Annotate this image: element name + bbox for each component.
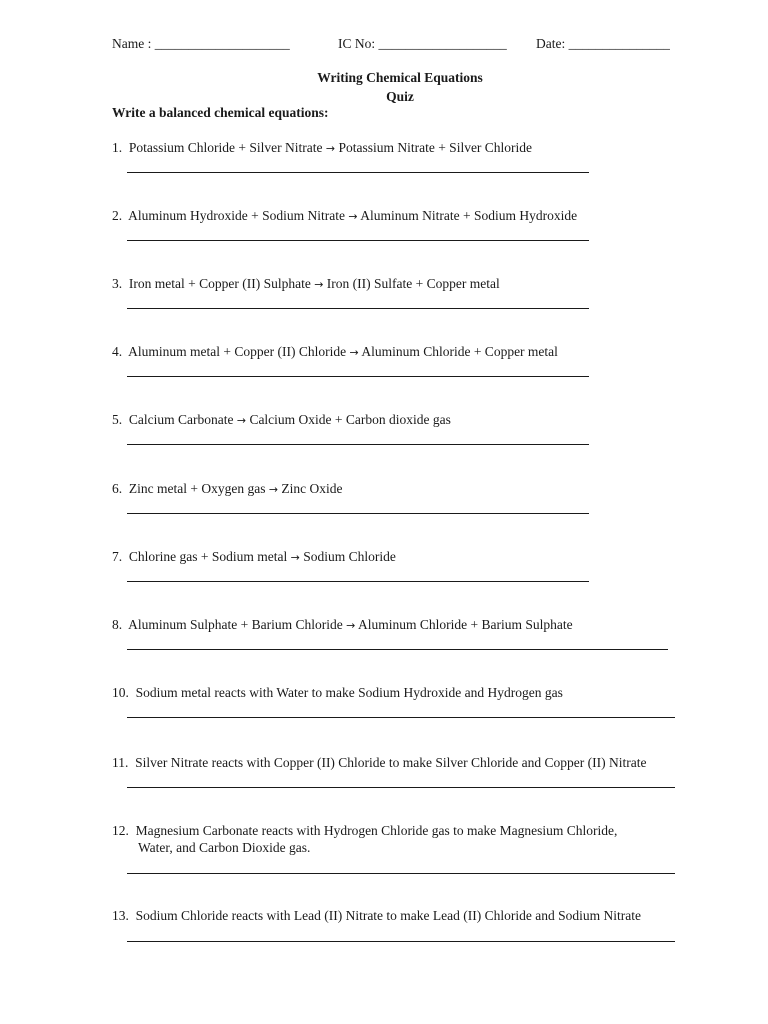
question-12-continued: Water, and Carbon Dioxide gas. bbox=[138, 840, 311, 855]
date-field[interactable] bbox=[536, 36, 670, 52]
question-number: 2. bbox=[112, 208, 123, 223]
arrow-icon: → bbox=[236, 414, 247, 427]
question-number: 11. bbox=[112, 755, 129, 770]
arrow-icon: → bbox=[325, 142, 336, 155]
arrow-icon: → bbox=[314, 278, 324, 291]
products: Sodium Chloride bbox=[303, 549, 396, 564]
date-blank[interactable]: _______________ bbox=[568, 36, 670, 51]
question-number: 10. bbox=[112, 685, 129, 700]
question-4 bbox=[112, 344, 558, 360]
question-text: Sodium metal reacts with Water to make Sodium Hydroxide and Hydrogen gas bbox=[135, 685, 563, 700]
question-number: 6. bbox=[112, 481, 123, 496]
products: Aluminum Chloride + Barium Sulphate bbox=[357, 617, 573, 632]
answer-line-8[interactable] bbox=[127, 649, 668, 650]
date-label: Date: bbox=[536, 36, 566, 51]
question-text: Silver Nitrate reacts with Copper (II) Chloride to make Silver Chloride and Copper (II) Nitrate bbox=[135, 755, 647, 770]
reactants: Aluminum metal + Copper (II) Chloride bbox=[128, 344, 347, 359]
question-6 bbox=[112, 481, 343, 497]
answer-line-12[interactable] bbox=[127, 873, 675, 874]
question-number: 13. bbox=[112, 908, 129, 923]
question-number: 7. bbox=[112, 549, 123, 564]
answer-line-7[interactable] bbox=[127, 581, 589, 582]
question-5 bbox=[112, 412, 451, 428]
question-12 bbox=[112, 823, 617, 839]
answer-line-13[interactable] bbox=[127, 941, 675, 942]
name-label: Name : bbox=[112, 36, 152, 51]
page-subtitle: Quiz bbox=[386, 89, 414, 104]
question-1 bbox=[112, 140, 532, 156]
question-10 bbox=[112, 685, 563, 701]
question-number: 4. bbox=[112, 344, 123, 359]
question-8 bbox=[112, 617, 573, 633]
ic-blank[interactable]: ___________________ bbox=[378, 36, 507, 51]
reactants: Zinc metal + Oxygen gas bbox=[128, 481, 266, 496]
answer-line-11[interactable] bbox=[127, 787, 675, 788]
question-11 bbox=[112, 755, 646, 771]
name-blank[interactable]: ____________________ bbox=[154, 36, 290, 51]
question-3 bbox=[112, 276, 500, 292]
arrow-icon: → bbox=[268, 483, 279, 496]
question-number: 5. bbox=[112, 412, 123, 427]
products: Calcium Oxide + Carbon dioxide gas bbox=[249, 412, 451, 427]
question-text: Magnesium Carbonate reacts with Hydrogen Chloride gas to make Magnesium Chloride, bbox=[135, 823, 618, 838]
arrow-icon: → bbox=[290, 551, 300, 564]
reactants: Calcium Carbonate bbox=[128, 412, 234, 427]
answer-line-6[interactable] bbox=[127, 513, 589, 514]
question-number: 12. bbox=[112, 823, 129, 838]
question-number: 1. bbox=[112, 140, 123, 155]
arrow-icon: → bbox=[348, 210, 358, 223]
question-number: 3. bbox=[112, 276, 123, 291]
instruction: Write a balanced chemical equations: bbox=[112, 105, 329, 120]
question-2 bbox=[112, 208, 577, 224]
ic-field[interactable] bbox=[338, 36, 507, 52]
name-field[interactable] bbox=[112, 36, 290, 52]
reactants: Chlorine gas + Sodium metal bbox=[128, 549, 288, 564]
answer-line-10[interactable] bbox=[127, 717, 675, 718]
question-13 bbox=[112, 908, 641, 924]
products: Iron (II) Sulfate + Copper metal bbox=[326, 276, 500, 291]
question-7 bbox=[112, 549, 396, 565]
answer-line-2[interactable] bbox=[127, 240, 589, 241]
products: Zinc Oxide bbox=[281, 481, 343, 496]
reactants: Aluminum Sulphate + Barium Chloride bbox=[128, 617, 343, 632]
products: Potassium Nitrate + Silver Chloride bbox=[338, 140, 533, 155]
answer-line-1[interactable] bbox=[127, 172, 589, 173]
arrow-icon: → bbox=[346, 619, 356, 632]
question-number: 8. bbox=[112, 617, 123, 632]
answer-line-3[interactable] bbox=[127, 308, 589, 309]
products: Aluminum Nitrate + Sodium Hydroxide bbox=[360, 208, 578, 223]
page-title: Writing Chemical Equations bbox=[317, 70, 483, 85]
arrow-icon: → bbox=[349, 346, 359, 359]
products: Aluminum Chloride + Copper metal bbox=[361, 344, 558, 359]
question-text: Sodium Chloride reacts with Lead (II) Nitrate to make Lead (II) Chloride and Sodium Nitrate bbox=[135, 908, 641, 923]
answer-line-5[interactable] bbox=[127, 444, 589, 445]
reactants: Potassium Chloride + Silver Nitrate bbox=[128, 140, 323, 155]
ic-label: IC No: bbox=[338, 36, 376, 51]
reactants: Iron metal + Copper (II) Sulphate bbox=[128, 276, 311, 291]
answer-line-4[interactable] bbox=[127, 376, 589, 377]
reactants: Aluminum Hydroxide + Sodium Nitrate bbox=[128, 208, 345, 223]
